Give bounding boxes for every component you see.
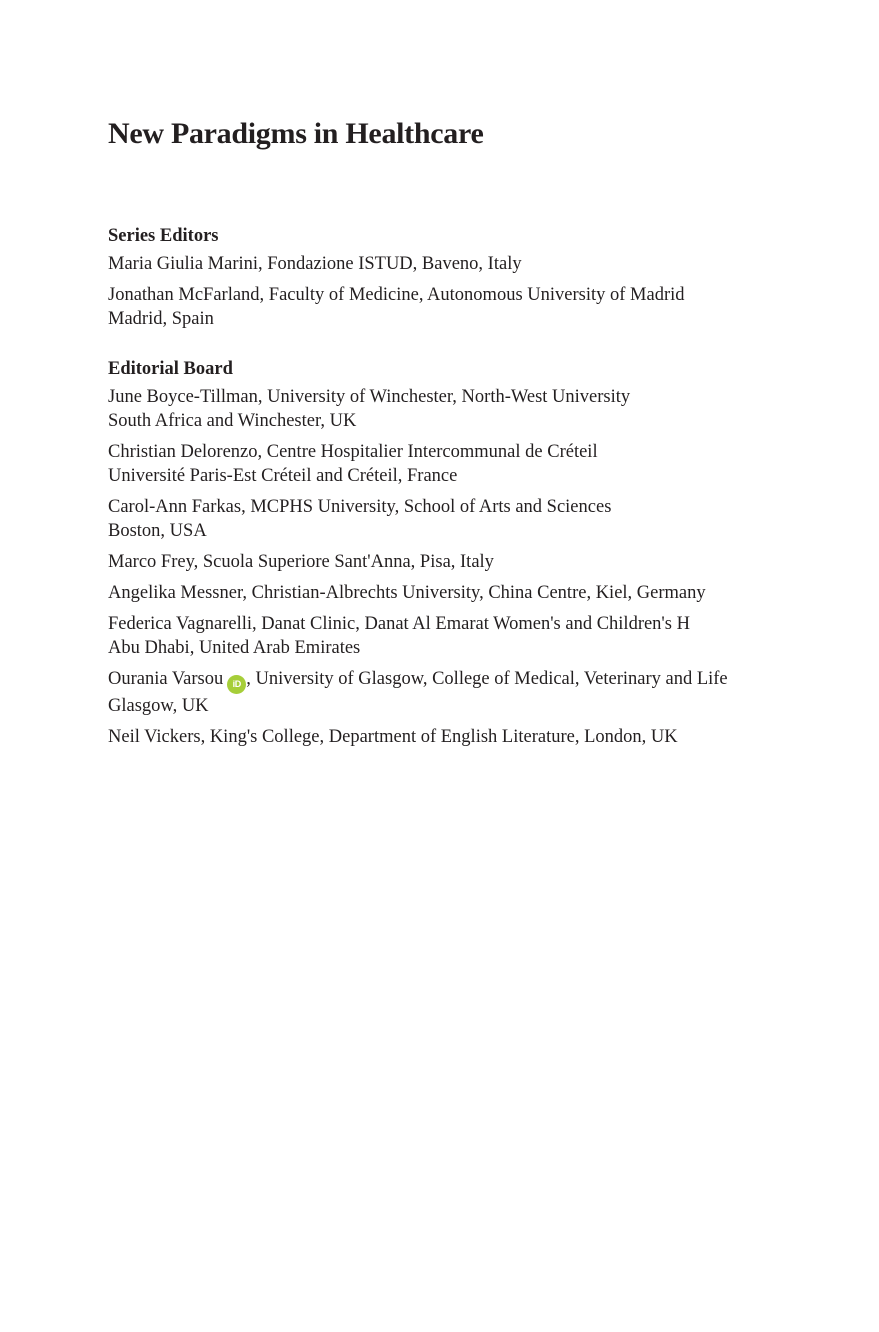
board-member-line: Boston, USA: [108, 521, 207, 541]
orcid-icon[interactable]: iD: [227, 675, 246, 694]
board-member-entry: [108, 725, 808, 749]
board-member-affiliation: , University of Glasgow, College of Medical, Veterinary and Life: [246, 669, 728, 689]
board-member-line: Christian Delorenzo, Centre Hospitalier Intercommunal de Créteil: [108, 442, 598, 462]
board-member-line: Federica Vagnarelli, Danat Clinic, Danat Al Emarat Women's and Children's H: [108, 614, 690, 634]
board-member-entry: [108, 440, 808, 488]
editor-line: Maria Giulia Marini, Fondazione ISTUD, Baveno, Italy: [108, 254, 522, 274]
editor-line: Jonathan McFarland, Faculty of Medicine, Autonomous University of Madrid: [108, 285, 685, 305]
board-member-line: Neil Vickers, King's College, Department of English Literature, London, UK: [108, 727, 678, 747]
board-member-entry: [108, 385, 808, 433]
editorial-board-section: [108, 358, 808, 756]
board-member-entry: [108, 581, 808, 605]
board-member-line: Angelika Messner, Christian-Albrechts University, China Centre, Kiel, Germany: [108, 583, 706, 603]
board-member-line: Marco Frey, Scuola Superiore Sant'Anna, Pisa, Italy: [108, 552, 494, 572]
editor-line: Madrid, Spain: [108, 309, 214, 329]
board-member-name: Ourania Varsou: [108, 669, 224, 689]
board-member-entry: [108, 495, 808, 543]
board-member-line: Carol-Ann Farkas, MCPHS University, School of Arts and Sciences: [108, 497, 612, 517]
board-member-entry: [108, 550, 808, 574]
series-title: New Paradigms in Healthcare: [108, 117, 484, 150]
board-member-entry: [108, 667, 808, 718]
series-editors-section: [108, 225, 808, 338]
board-member-line: [108, 667, 808, 694]
board-member-entry: [108, 612, 808, 660]
board-member-line: Abu Dhabi, United Arab Emirates: [108, 638, 361, 658]
board-member-line: South Africa and Winchester, UK: [108, 411, 357, 431]
board-member-line: June Boyce-Tillman, University of Winchester, North-West University: [108, 387, 631, 407]
series-editors-heading: Series Editors: [108, 226, 219, 246]
board-member-line: Université Paris-Est Créteil and Créteil, France: [108, 466, 458, 486]
editorial-board-heading: Editorial Board: [108, 359, 233, 379]
editor-entry: [108, 252, 808, 276]
board-member-line: Glasgow, UK: [108, 696, 209, 716]
editor-entry: [108, 283, 808, 331]
